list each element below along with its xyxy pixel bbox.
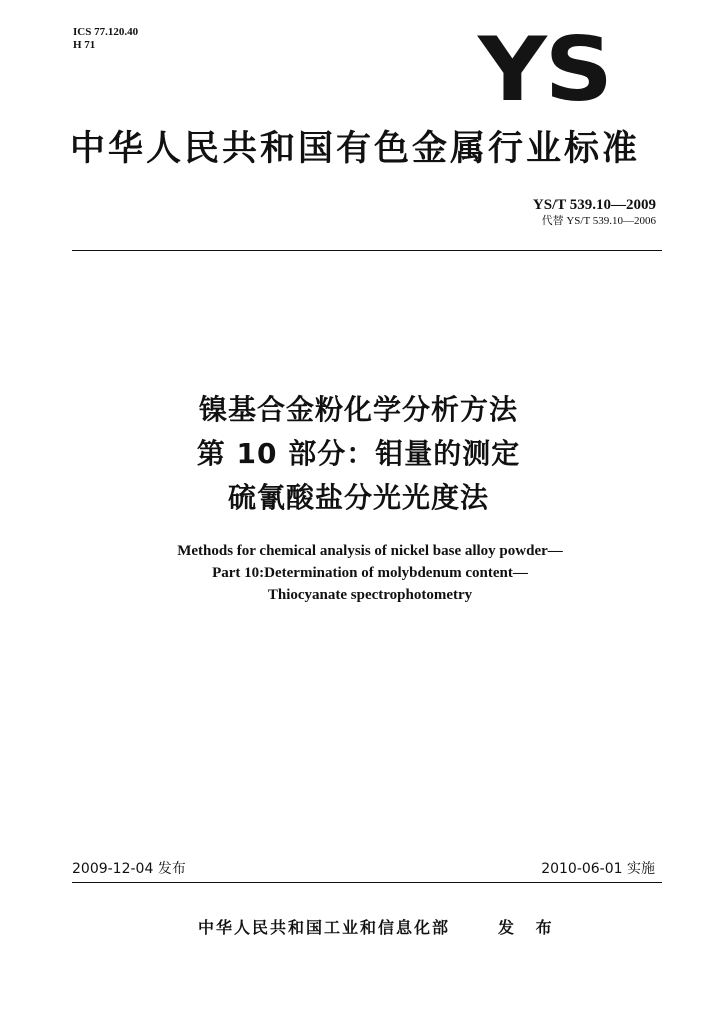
top-divider <box>72 250 662 251</box>
ys-logo <box>478 18 628 121</box>
logo-text: YS <box>478 18 611 121</box>
chinese-title-line: 第 10 部分：钼量的测定 <box>196 437 521 470</box>
class-code: H 71 <box>73 39 96 51</box>
replaces-standard: 代替 YS/T 539.10—2006 <box>541 215 656 227</box>
standard-category: 中华人民共和国有色金属行业标准 <box>70 129 641 169</box>
english-title-line: Part 10:Determination of molybdenum content— <box>212 565 528 581</box>
chinese-title-line: 硫氰酸盐分光光度法 <box>227 481 489 514</box>
issuing-authority: 中华人民共和国工业和信息化部 <box>198 918 451 937</box>
chinese-title-line: 镍基合金粉化学分析方法 <box>198 393 518 426</box>
chinese-title <box>0 388 717 520</box>
english-title-line: Methods for chemical analysis of nickel base alloy powder— <box>177 543 563 559</box>
english-title <box>0 540 717 606</box>
implementation-date: 2010-06-01 实施 <box>541 861 655 877</box>
standard-number: YS/T 539.10—2009 <box>532 197 656 213</box>
standard-number-block <box>533 196 656 228</box>
english-title-line: Thiocyanate spectrophotometry <box>267 587 473 603</box>
classification-codes <box>73 26 138 52</box>
bottom-divider <box>72 882 662 883</box>
ics-code: ICS 77.120.40 <box>73 26 139 38</box>
publish-label: 发 布 <box>498 918 560 937</box>
issue-date: 2009-12-04 发布 <box>72 861 186 877</box>
